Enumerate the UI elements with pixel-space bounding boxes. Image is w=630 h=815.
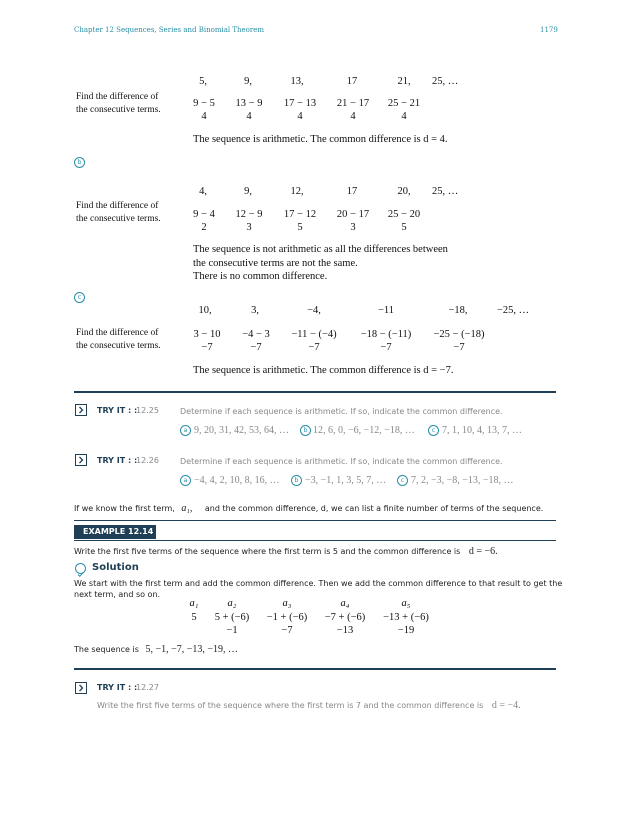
chevron-right-icon	[75, 682, 87, 694]
term: 4,	[199, 186, 207, 197]
chevron-right-icon	[75, 454, 87, 466]
check-circle-icon	[75, 563, 86, 574]
example-prompt: Write the first five terms of the sequence where the first term is 5 and the common difference is d = −6.	[74, 546, 498, 557]
solution-explanation-line: We start with the first term and add the common difference. Then we add the common difference to that result to get the	[74, 579, 563, 588]
solution-heading: Solution	[92, 562, 139, 573]
term-value: −19	[397, 625, 415, 636]
term: 12,	[290, 186, 304, 197]
difference: −11 − (−4)	[291, 329, 337, 340]
divider	[74, 540, 556, 541]
difference-result: 4	[201, 111, 207, 122]
term: 25, …	[432, 76, 459, 87]
difference: 9 − 4	[193, 209, 215, 220]
conclusion: The sequence is arithmetic. The common difference is d = −7.	[193, 365, 454, 376]
term-header: a₂	[227, 598, 237, 609]
difference: 21 − 17	[336, 98, 370, 109]
sequence-option: −4, 4, 2, 10, 8, 16, …	[194, 475, 280, 486]
find-difference-label: Find the difference of the consecutive terms.	[76, 201, 161, 224]
term-expression: 5 + (−6)	[214, 612, 250, 623]
term-value: −7	[281, 625, 293, 636]
difference-result: 4	[297, 111, 303, 122]
difference-result: 3	[246, 222, 252, 233]
difference: 20 − 17	[336, 209, 370, 220]
difference: −4 − 3	[242, 329, 270, 340]
marker-b-icon: b	[291, 475, 302, 486]
difference-result: −7	[250, 342, 262, 353]
try-it-label: TRY IT : :	[97, 683, 138, 692]
marker-b-icon: b	[300, 425, 311, 436]
term: 5,	[199, 76, 207, 87]
conclusion-line: The sequence is not arithmetic as all the differences between	[193, 244, 448, 255]
term: 17	[346, 76, 358, 87]
term-header: a₁	[189, 598, 199, 609]
marker-c-icon: c	[74, 292, 85, 303]
difference: −18 − (−11)	[360, 329, 412, 340]
intro-text: If we know the first term, a₁, and the common difference, d, we can list a finite number of terms of the sequence.	[74, 503, 544, 514]
term: 21,	[397, 76, 411, 87]
marker-c-icon: c	[397, 475, 408, 486]
page-number: 1179	[540, 26, 558, 34]
sequence-option: 7, 1, 10, 4, 13, 7, …	[442, 425, 522, 436]
term: 20,	[397, 186, 411, 197]
difference: 9 − 5	[193, 98, 215, 109]
difference-result: 4	[350, 111, 356, 122]
try-it-label: TRY IT : :	[97, 456, 138, 465]
example-badge: EXAMPLE 12.14	[74, 525, 156, 539]
term-header: a₄	[340, 598, 350, 609]
try-it-prompt: Write the first five terms of the sequence where the first term is 7 and the common difference is d = −4.	[97, 700, 521, 711]
divider	[74, 520, 556, 521]
difference-result: 4	[246, 111, 252, 122]
try-it-number: 12.25	[136, 406, 159, 415]
difference-result: −7	[308, 342, 320, 353]
difference-result: 2	[201, 222, 207, 233]
difference: 13 − 9	[235, 98, 263, 109]
difference-result: 5	[401, 222, 407, 233]
term: 10,	[198, 305, 212, 316]
marker-c-icon: c	[428, 425, 439, 436]
sequence-option: 7, 2, −3, −8, −13, −18, …	[411, 475, 514, 486]
sequence-option: −3, −1, 1, 3, 5, 7, …	[305, 475, 387, 486]
term-header: a₅	[401, 598, 411, 609]
try-it-prompt: Determine if each sequence is arithmetic. If so, indicate the common difference.	[180, 457, 503, 466]
difference-result: −7	[201, 342, 213, 353]
conclusion: The sequence is arithmetic. The common difference is d = 4.	[193, 134, 448, 145]
chapter-title: Chapter 12 Sequences, Series and Binomial Theorem	[74, 26, 265, 34]
marker-b-icon: b	[74, 157, 85, 168]
difference: −25 − (−18)	[433, 329, 485, 340]
conclusion-line: the consecutive terms are not the same.	[193, 258, 358, 269]
try-it-prompt: Determine if each sequence is arithmetic. If so, indicate the common difference.	[180, 407, 503, 416]
term: 13,	[290, 76, 304, 87]
term-expression: −1 + (−6)	[266, 612, 308, 623]
divider	[74, 391, 556, 393]
difference: 12 − 9	[235, 209, 263, 220]
difference: 17 − 12	[283, 209, 317, 220]
difference-result: 3	[350, 222, 356, 233]
term: 3,	[251, 305, 259, 316]
try-it-label: TRY IT : :	[97, 406, 138, 415]
marker-a-icon: a	[180, 425, 191, 436]
term: −11	[377, 305, 395, 316]
term: 9,	[244, 76, 252, 87]
term: −25, …	[497, 305, 530, 316]
sequence-result: The sequence is 5, −1, −7, −13, −19, …	[74, 644, 239, 655]
difference-result: −7	[453, 342, 465, 353]
term-value: −1	[226, 625, 238, 636]
solution-explanation-line: next term, and so on.	[74, 590, 161, 599]
conclusion-line: There is no common difference.	[193, 271, 328, 282]
difference-result: −7	[380, 342, 392, 353]
difference-result: 4	[401, 111, 407, 122]
term: 17	[346, 186, 358, 197]
marker-a-icon: a	[180, 475, 191, 486]
term: 9,	[244, 186, 252, 197]
chevron-right-icon	[75, 404, 87, 416]
find-difference-label: Find the difference of the consecutive terms.	[76, 92, 161, 115]
term: −4,	[307, 305, 321, 316]
difference: 25 − 21	[387, 98, 421, 109]
term-expression: −7 + (−6)	[324, 612, 366, 623]
difference: 3 − 10	[193, 329, 221, 340]
term: −18,	[448, 305, 468, 316]
difference-result: 5	[297, 222, 303, 233]
difference: 17 − 13	[283, 98, 317, 109]
term-expression: −13 + (−6)	[383, 612, 429, 623]
sequence-option: 12, 6, 0, −6, −12, −18, …	[313, 425, 415, 436]
divider	[74, 668, 556, 670]
term-expression: 5	[191, 612, 197, 623]
sequence-option: 9, 20, 31, 42, 53, 64, …	[194, 425, 289, 436]
term-value: −13	[336, 625, 354, 636]
term-header: a₃	[282, 598, 292, 609]
try-it-number: 12.26	[136, 456, 159, 465]
try-it-number: 12.27	[136, 683, 159, 692]
term: 25, …	[432, 186, 459, 197]
difference: 25 − 20	[387, 209, 421, 220]
find-difference-label: Find the difference of the consecutive terms.	[76, 328, 161, 351]
